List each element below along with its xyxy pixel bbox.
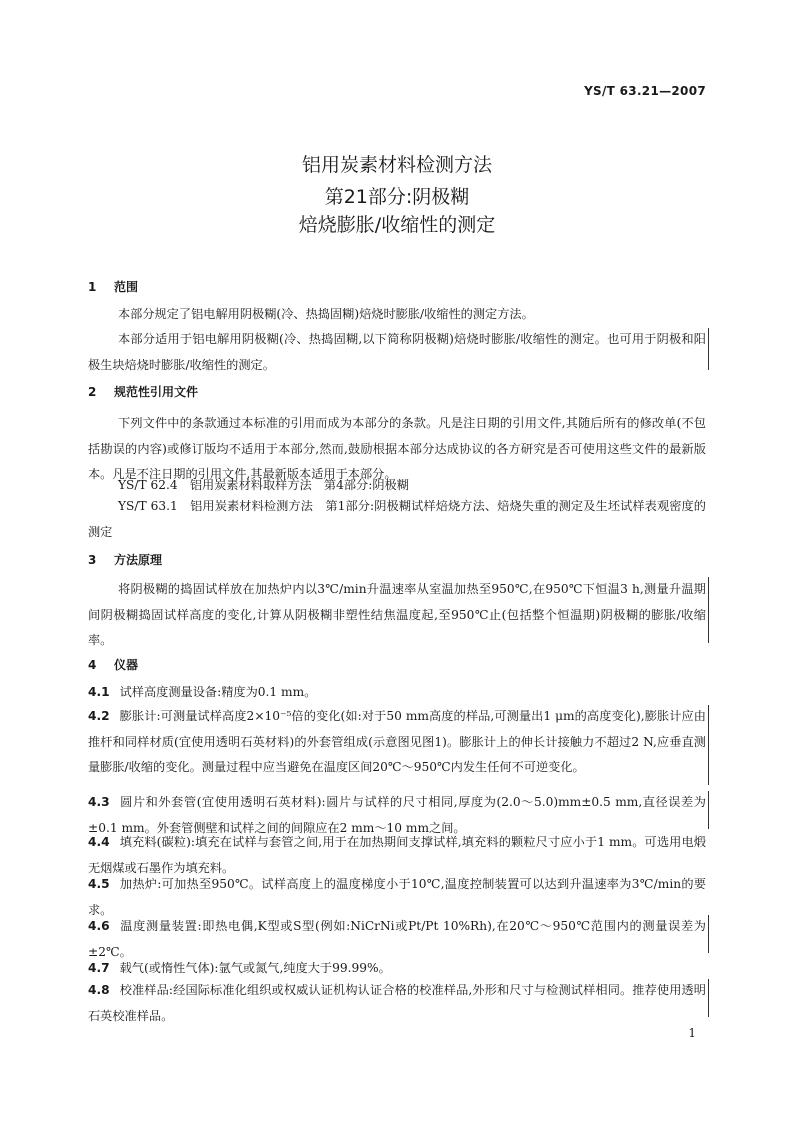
clause-text: 校准样品:经国际标准化组织或权威认证机构认证合格的校准样品,外形和尺寸与检测试样相同。推荐使用透明石英校准样品。 <box>88 983 706 1023</box>
revision-bar <box>708 577 709 643</box>
section-number: 1 <box>88 280 97 294</box>
revision-bar <box>708 791 709 829</box>
section-3-heading <box>88 551 162 568</box>
revision-bar <box>708 915 709 953</box>
section-title: 方法原理 <box>114 553 163 567</box>
standard-code: YS/T 63.21—2007 <box>584 84 706 98</box>
clause-number: 4.5 <box>88 877 110 891</box>
revision-bar <box>708 705 709 785</box>
doc-title-line2: 第21部分:阴极糊 <box>324 186 470 208</box>
section-title: 规范性引用文件 <box>114 385 199 399</box>
paragraph: 本部分适用于铝电解用阴极糊(冷、热捣固糊,以下简称阴极糊)焙烧时膨胀/收缩性的测定。也可用于阴极和阳极生块焙烧时膨胀/收缩性的测定。 <box>88 332 706 372</box>
clause-text: 试样高度测量设备:精度为0.1 mm。 <box>119 685 317 699</box>
paragraph: 下列文件中的条款通过本标准的引用而成为本部分的条款。凡是注日期的引用文件,其随后所有的修改单(不包括勘误的内容)或修订版均不适用于本部分,然而,鼓励根据本部分达成协议的各方研究是否可使用这些文件的最新版本。凡是不注日期的引用文件,其最新版本适用于本部分。 <box>88 416 706 481</box>
clause-number: 4.1 <box>88 685 110 699</box>
section-1-heading <box>88 278 138 295</box>
clause-number: 4.3 <box>88 795 110 809</box>
clause-text: 填充料(碳粒):填充在试样与套管之间,用于在加热期间支撑试样,填充料的颗粒尺寸应小于1 mm。可选用电煅无烟煤或石墨作为填充料。 <box>88 835 706 875</box>
paragraph: 将阴极糊的捣固试样放在加热炉内以3℃/min升温速率从室温加热至950℃,在950℃下恒温3 h,测量升温期间阴极糊捣固试样高度的变化,计算从阴极糊非塑性结焦温度起,至950℃止(包括整个恒温期)阴极糊的膨胀/收缩率。 <box>88 582 706 647</box>
clause-number: 4.8 <box>88 983 110 997</box>
clause-number: 4.4 <box>88 835 110 849</box>
clause-4-2 <box>88 704 706 781</box>
section-title: 仪器 <box>114 658 139 672</box>
paragraph: 本部分规定了铝电解用阴极糊(冷、热捣固糊)焙烧时膨胀/收缩性的测定方法。 <box>118 307 534 321</box>
clause-text: 载气(或惰性气体):氩气或氮气,纯度大于99.99%。 <box>119 961 391 975</box>
doc-title-line1: 铝用炭素材料检测方法 <box>301 154 492 176</box>
reference-item: YS/T 62.4 铝用炭素材料取样方法 第4部分:阴极糊 <box>118 478 409 492</box>
page-number: 1 <box>688 1026 696 1040</box>
clause-number: 4.7 <box>88 961 110 975</box>
clause-text: 温度测量装置:即热电偶,K型或S型(例如:NiCrNi或Pt/Pt 10%Rh),在20℃～950℃范围内的测量误差为±2℃。 <box>88 919 706 959</box>
section-title: 范围 <box>114 280 139 294</box>
section-number: 4 <box>88 658 97 672</box>
doc-title-line3: 焙烧膨胀/收缩性的测定 <box>298 214 496 236</box>
reference-item: YS/T 63.1 铝用炭素材料检测方法 第1部分:阴极糊试样焙烧方法、焙烧失重的测定及生坯试样表观密度的测定 <box>88 499 706 539</box>
section-2-heading <box>88 383 198 400</box>
clause-4-1 <box>88 680 706 706</box>
section-number: 2 <box>88 385 97 399</box>
clause-4-8 <box>88 978 706 1029</box>
clause-text: 加热炉:可加热至950℃。试样高度上的温度梯度小于10℃,温度控制装置可以达到升温速率为3℃/min的要求。 <box>88 877 706 917</box>
section-number: 3 <box>88 553 97 567</box>
clause-text: 膨胀计:可测量试样高度2×10⁻⁵倍的变化(如:对于50 mm高度的样品,可测量出1 μm的高度变化),膨胀计应由推杆和同样材质(宜使用透明石英材料)的外套管组成(示意图见图1)。膨胀计上的伸长计接触力不超过2 N,应垂直测量膨胀/收缩的变化。测量过程中应当避免在温度区间20℃～950℃内发生任何不可逆变化。 <box>88 709 706 774</box>
section-4-heading <box>88 656 138 673</box>
revision-bar <box>708 979 709 1017</box>
revision-bar <box>708 328 709 370</box>
clause-number: 4.2 <box>88 709 110 723</box>
clause-text: 圆片和外套管(宜使用透明石英材料):圆片与试样的尺寸相同,厚度为(2.0～5.0)mm±0.5 mm,直径误差为±0.1 mm。外套管侧壁和试样之间的间隙应在2 mm～10 mm之间。 <box>88 795 706 835</box>
clause-number: 4.6 <box>88 919 110 933</box>
